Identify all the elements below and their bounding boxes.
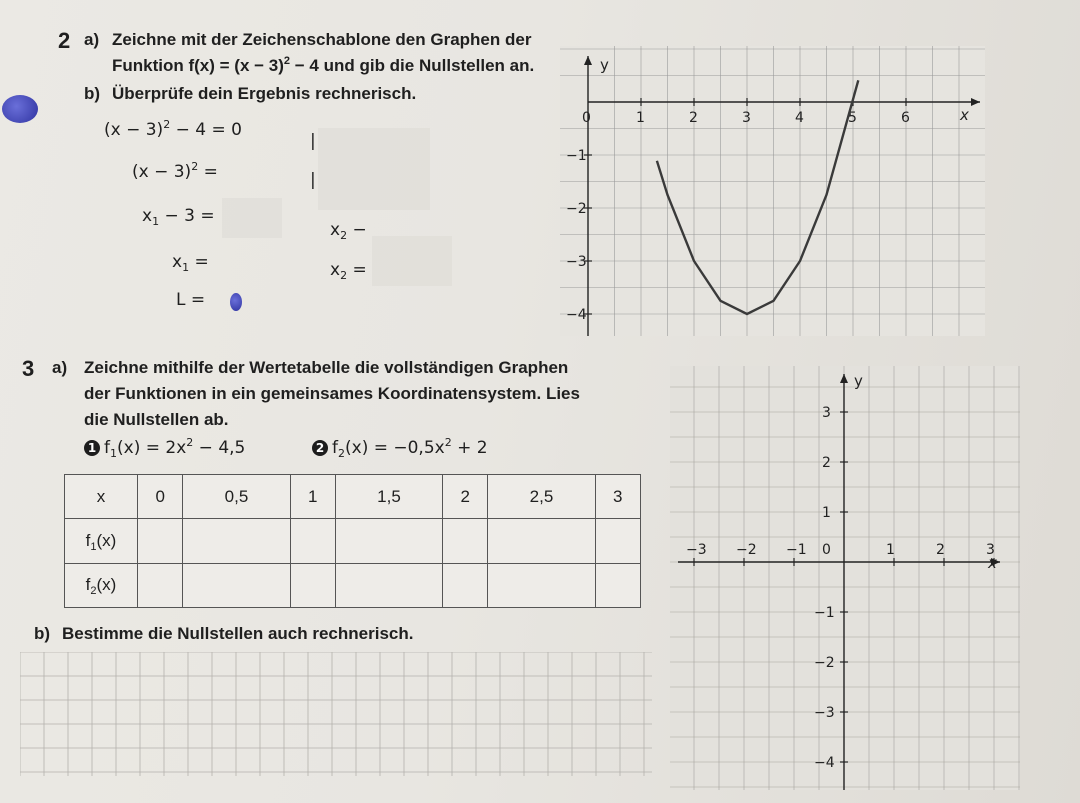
y-tick-label: −2: [566, 201, 587, 217]
equation-separator: |: [310, 131, 316, 151]
table-cell[interactable]: [138, 563, 183, 607]
y-tick-label: −1: [566, 148, 587, 164]
equation-separator: |: [310, 170, 316, 190]
x-tick-label: 5: [848, 110, 857, 126]
y-tick-label: 2: [822, 455, 831, 471]
table-x-value: 0,5: [183, 475, 290, 519]
table-x-value: 2: [443, 475, 488, 519]
table-x-value: 2,5: [488, 475, 595, 519]
function-f2: 2 $f_2(x) = -0,5x^2 + 2$: [312, 438, 488, 458]
x-tick-label: 2: [936, 542, 945, 558]
answer-grid[interactable]: [20, 652, 652, 776]
table-cell[interactable]: [488, 563, 595, 607]
y-tick-label: −4: [566, 307, 587, 323]
task-3a-line2: der Funktionen in ein gemeinsames Koordinatensystem. Lies: [84, 384, 580, 403]
function-f1: 1 $f_1(x) = 2x^2 - 4,5$: [84, 438, 245, 458]
table-row-header-f1: $f_1(x)$: [65, 519, 138, 563]
task-2b-text: Überprüfe dein Ergebnis rechnerisch.: [112, 84, 417, 103]
table-x-value: 0: [138, 475, 183, 519]
table-cell[interactable]: [183, 519, 290, 563]
y-tick-label: 3: [822, 405, 831, 421]
ink-dot-icon: [230, 293, 242, 311]
highlight-marker-icon: [2, 95, 38, 123]
task-2-coordinate-system: [560, 46, 985, 336]
task-2a-line1: Zeichne mit der Zeichenschablone den Graphen der: [112, 30, 532, 49]
y-tick-label: 1: [822, 505, 831, 521]
task-3b-label: b): [34, 624, 51, 643]
task-2a-line2: Funktion $f(x) = (x - 3)^2 - 4$ und gib die Nullstellen an.: [112, 55, 535, 75]
y-tick-label: −3: [814, 705, 835, 721]
x-tick-label: 1: [886, 542, 895, 558]
task-3a-label: a): [52, 358, 68, 377]
erased-area: [318, 128, 430, 210]
table-cell[interactable]: [443, 519, 488, 563]
table-row-header-f2: $f_2(x)$: [65, 563, 138, 607]
solution-set-label: L =: [176, 290, 206, 310]
x-tick-label: 0: [822, 542, 831, 558]
number-badge: 1: [84, 440, 100, 456]
x-tick-label: −3: [686, 542, 707, 558]
task-3a-line3: die Nullstellen ab.: [84, 410, 229, 429]
task-3a-line1: Zeichne mithilfe der Wertetabelle die vollständigen Graphen: [84, 358, 569, 377]
task-2b-label: b): [84, 84, 101, 103]
task-2-number: 2: [58, 28, 71, 53]
x-tick-label: 3: [986, 542, 995, 558]
value-table: [64, 474, 641, 608]
number-badge: 2: [312, 440, 328, 456]
y-axis-label: y: [600, 56, 609, 74]
task-3-number: 3: [22, 356, 35, 381]
table-row: [65, 563, 641, 607]
equation-line-2: $(x - 3)^2$ =: [132, 160, 218, 182]
y-tick-label: −4: [814, 755, 835, 771]
x-tick-label: −2: [736, 542, 757, 558]
y-tick-label: −1: [814, 605, 835, 621]
table-x-value: 1: [290, 475, 335, 519]
table-cell[interactable]: [595, 563, 641, 607]
table-x-value: 1,5: [335, 475, 442, 519]
x-tick-label: −1: [786, 542, 807, 558]
x-axis-label: x: [988, 554, 997, 572]
table-cell[interactable]: [138, 519, 183, 563]
table-cell[interactable]: [290, 563, 335, 607]
erased-area: [222, 198, 282, 238]
task-2a-label: a): [84, 30, 100, 49]
y-tick-label: −2: [814, 655, 835, 671]
x-tick-label: 3: [742, 110, 751, 126]
table-cell[interactable]: [595, 519, 641, 563]
equation-line-4-left: $x_1$ =: [172, 252, 209, 274]
table-cell[interactable]: [183, 563, 290, 607]
table-cell[interactable]: [443, 563, 488, 607]
y-axis-label: y: [854, 372, 863, 390]
equation-line-1: $(x - 3)^2 - 4 = 0$: [104, 118, 242, 140]
table-cell[interactable]: [335, 519, 442, 563]
table-cell[interactable]: [488, 519, 595, 563]
table-cell[interactable]: [335, 563, 442, 607]
table-row: [65, 519, 641, 563]
table-header-x: x: [65, 475, 138, 519]
equation-line-3-left: $x_1 - 3$ =: [142, 206, 215, 228]
table-cell[interactable]: [290, 519, 335, 563]
y-tick-label: −3: [566, 254, 587, 270]
x-tick-label: 2: [689, 110, 698, 126]
equation-line-3-right: $x_2$ −: [330, 220, 367, 242]
x-tick-label: 0: [582, 110, 591, 126]
task-3-coordinate-system: [670, 366, 1020, 790]
table-x-value: 3: [595, 475, 641, 519]
x-tick-label: 1: [636, 110, 645, 126]
erased-area: [372, 236, 452, 286]
x-tick-label: 4: [795, 110, 804, 126]
x-tick-label: 6: [901, 110, 910, 126]
x-axis-label: x: [960, 106, 969, 124]
task-3b-text: Bestimme die Nullstellen auch rechnerisch.: [62, 624, 414, 643]
equation-line-4-right: $x_2$ =: [330, 260, 367, 282]
table-row: [65, 475, 641, 519]
